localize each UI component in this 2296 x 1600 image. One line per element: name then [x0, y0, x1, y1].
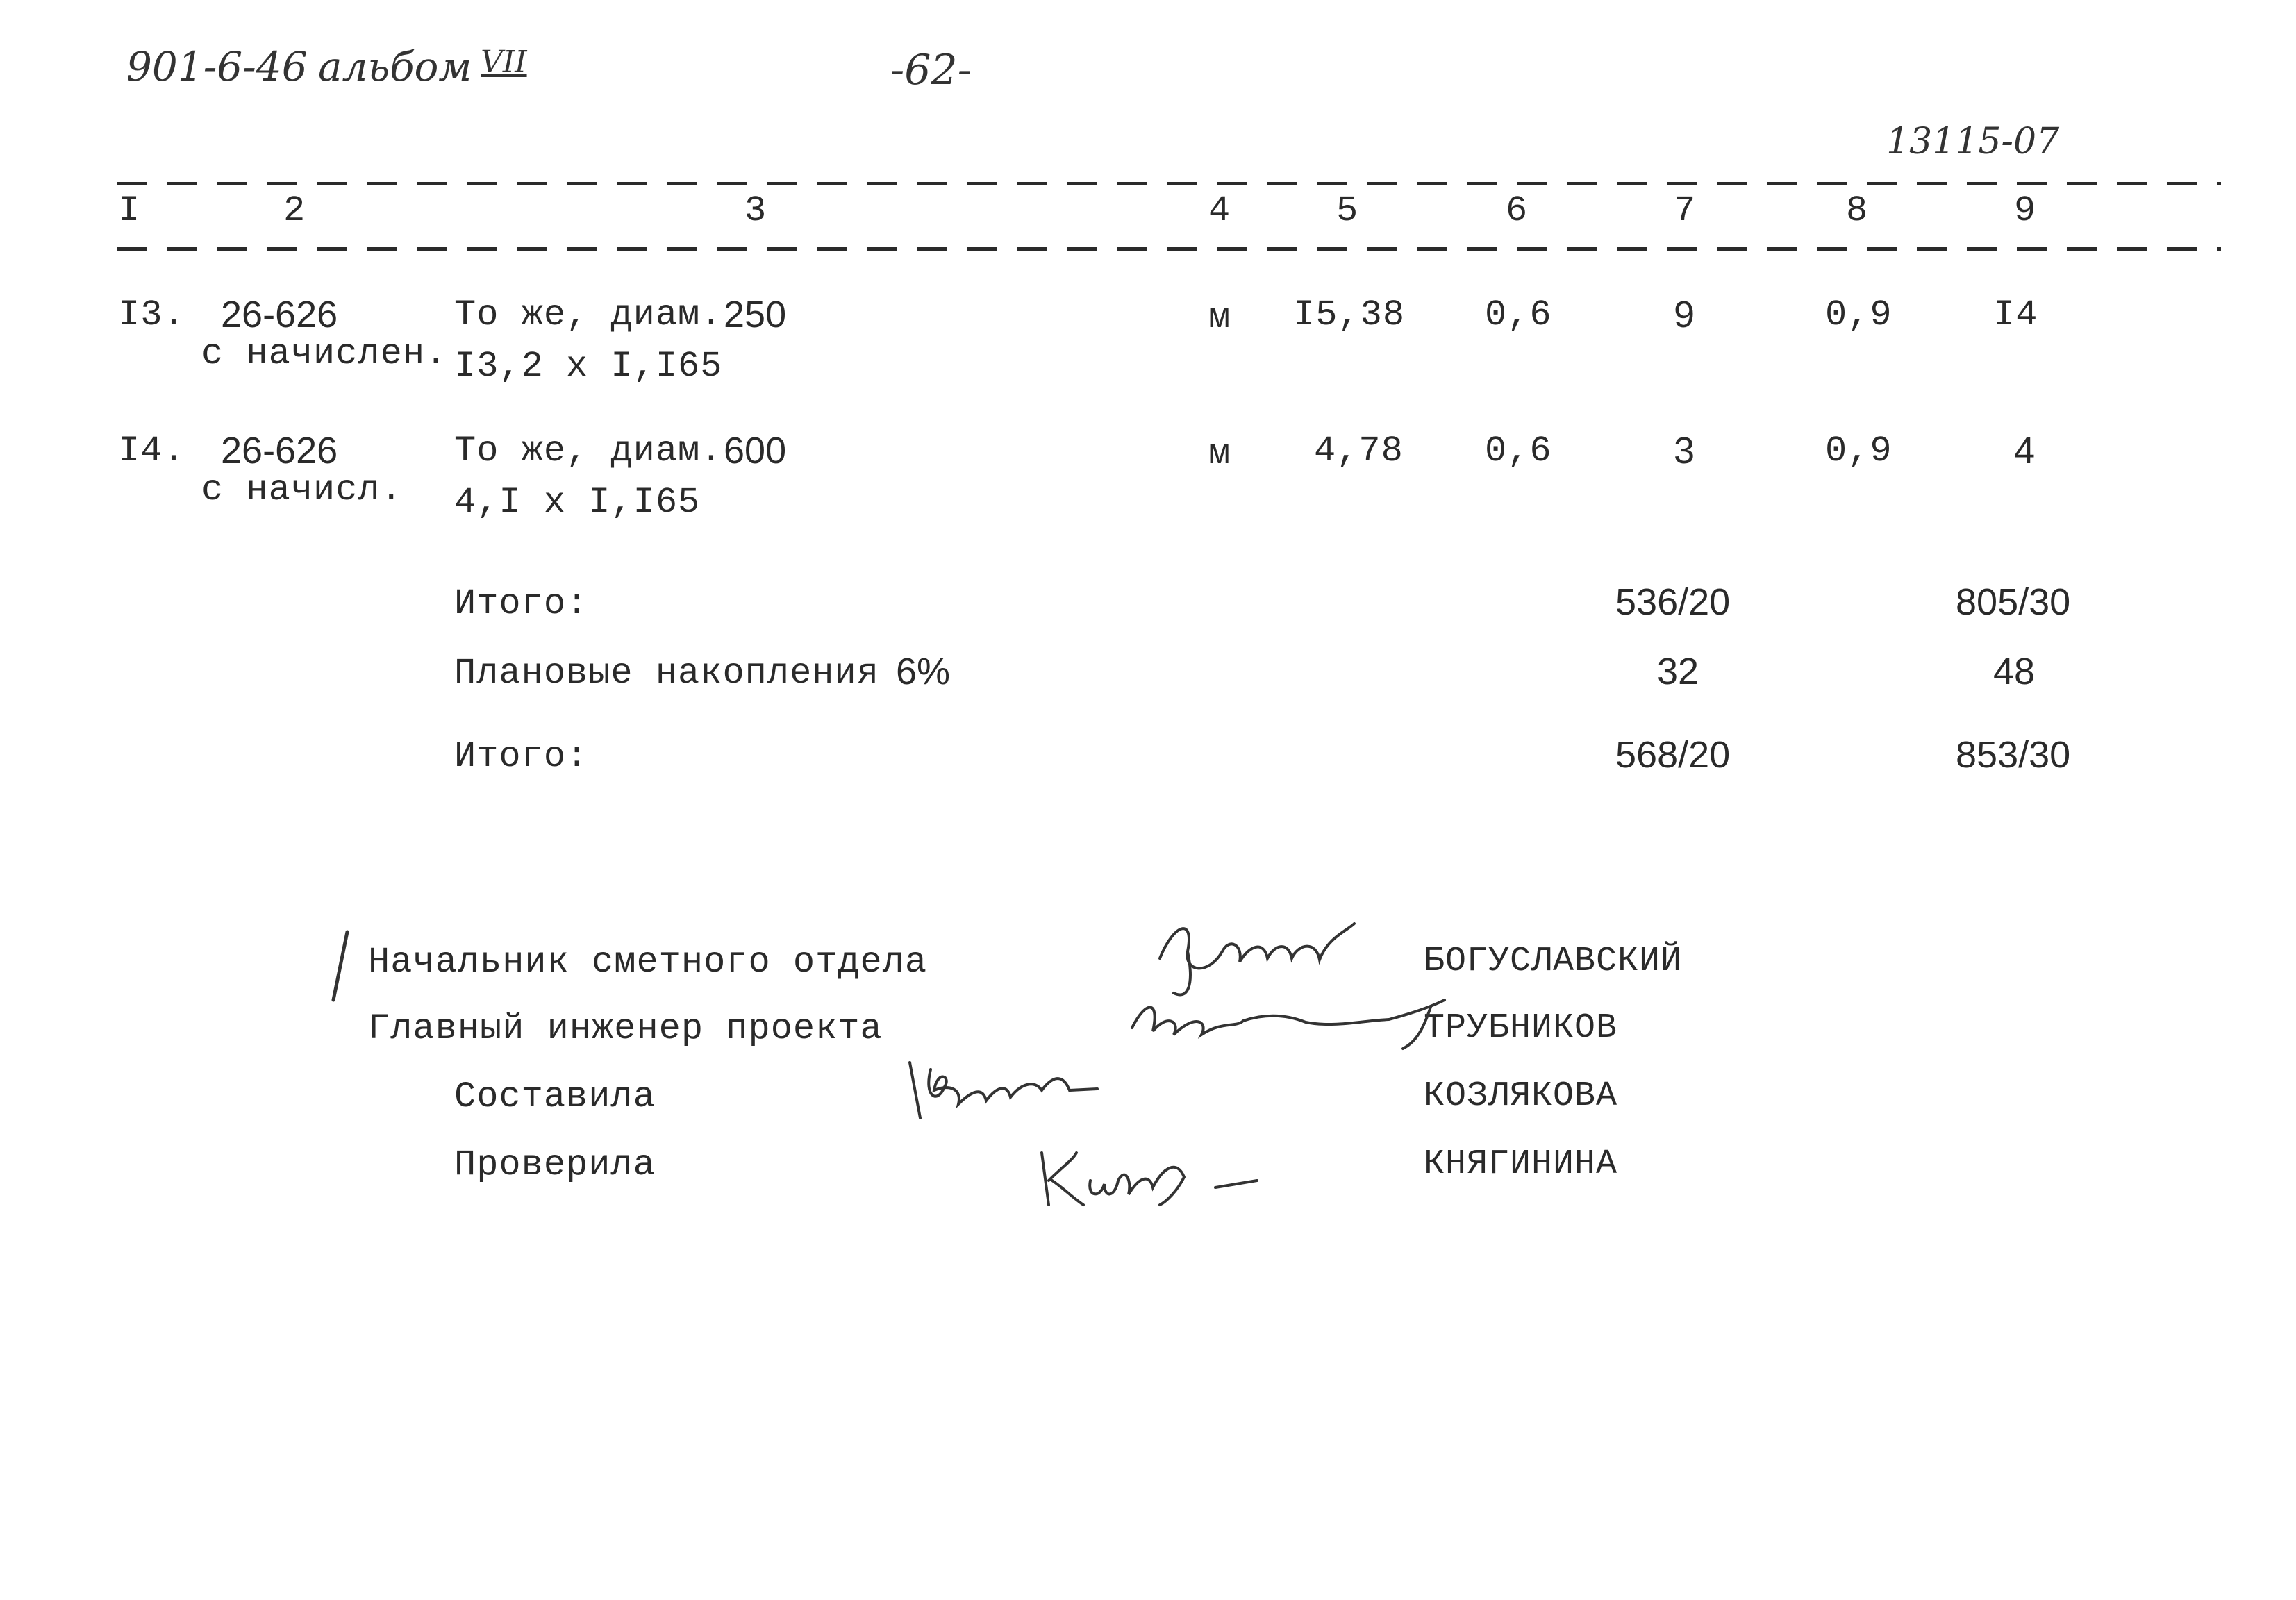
- signatory-name: КОЗЛЯКОВА: [1424, 1076, 1618, 1116]
- signatory-role: Главный инженер проекта: [368, 1008, 883, 1049]
- subtotal-col7: 536/20: [1615, 581, 1731, 623]
- album-label: альбом: [318, 43, 472, 90]
- total-col9: 853/30: [1956, 734, 2071, 776]
- row-code: 26-626: [221, 430, 338, 472]
- table-header-border: [117, 247, 2221, 251]
- column-header: 7: [1674, 190, 1697, 231]
- row-col7: 9: [1674, 294, 1695, 335]
- handwritten-signature: [1146, 910, 1375, 1007]
- row-calculation: I3,2 x I,I65: [454, 346, 723, 387]
- row-col9: 4: [2014, 430, 2036, 472]
- signatory-name: КНЯГИНИНА: [1424, 1144, 1618, 1184]
- archive-number: 13115-07: [1886, 121, 2060, 162]
- subtotal-label: Итого:: [454, 583, 589, 624]
- accumulation-col7: 32: [1657, 651, 1699, 692]
- row-unit: м: [1208, 433, 1231, 474]
- row-diameter: 600: [724, 430, 787, 472]
- row-col6: 0,6: [1485, 431, 1552, 472]
- row-diameter: 250: [724, 294, 787, 335]
- row-col5: 4,78: [1314, 431, 1404, 472]
- row-number: I4.: [118, 431, 185, 472]
- total-col7: 568/20: [1615, 734, 1731, 776]
- row-col9: I4: [1993, 294, 2038, 335]
- column-header: 2: [283, 190, 306, 231]
- column-header: 6: [1506, 190, 1529, 231]
- column-header: 5: [1336, 190, 1359, 231]
- total-label: Итого:: [454, 736, 589, 777]
- margin-stroke-mark: [326, 928, 354, 1004]
- column-header: I: [118, 190, 141, 231]
- handwritten-signature: [1035, 1139, 1271, 1215]
- signatory-role: Начальник сметного отдела: [368, 942, 928, 983]
- row-number: I3.: [118, 294, 185, 335]
- signatory-role: Проверила: [454, 1144, 656, 1185]
- row-code: 26-626: [221, 294, 338, 335]
- column-header: 8: [1846, 190, 1869, 231]
- accumulation-percent: 6%: [896, 651, 951, 692]
- column-header: 4: [1208, 190, 1231, 231]
- row-col7: 3: [1674, 430, 1695, 472]
- signatory-role: Составила: [454, 1076, 656, 1117]
- column-header: 3: [744, 190, 767, 231]
- row-description: То же, диам.: [454, 294, 723, 335]
- row-code-note: с начислен.: [201, 333, 448, 374]
- row-unit: м: [1208, 297, 1231, 338]
- accumulation-col9: 48: [1993, 651, 2036, 692]
- subtotal-col9: 805/30: [1956, 581, 2071, 623]
- signatory-name: БОГУСЛАВСКИЙ: [1424, 942, 1683, 981]
- table-top-border: [117, 182, 2221, 185]
- row-col5: I5,38: [1293, 294, 1406, 335]
- handwritten-signature: [1125, 993, 1472, 1056]
- row-col8: 0,9: [1825, 431, 1892, 472]
- handwritten-signature: [896, 1049, 1104, 1132]
- row-col6: 0,6: [1485, 294, 1552, 335]
- signatory-name: ТРУБНИКОВ: [1424, 1008, 1618, 1048]
- album-number: VII: [481, 44, 527, 80]
- page-number: -62-: [890, 46, 972, 94]
- series-number: 901-6-46: [126, 43, 308, 90]
- row-code-note: с начисл.: [201, 469, 403, 510]
- column-header: 9: [2014, 190, 2037, 231]
- accumulation-label: Плановые накопления: [454, 653, 879, 694]
- row-col8: 0,9: [1825, 294, 1892, 335]
- row-description: То же, диам.: [454, 431, 723, 472]
- row-calculation: 4,I x I,I65: [454, 482, 701, 523]
